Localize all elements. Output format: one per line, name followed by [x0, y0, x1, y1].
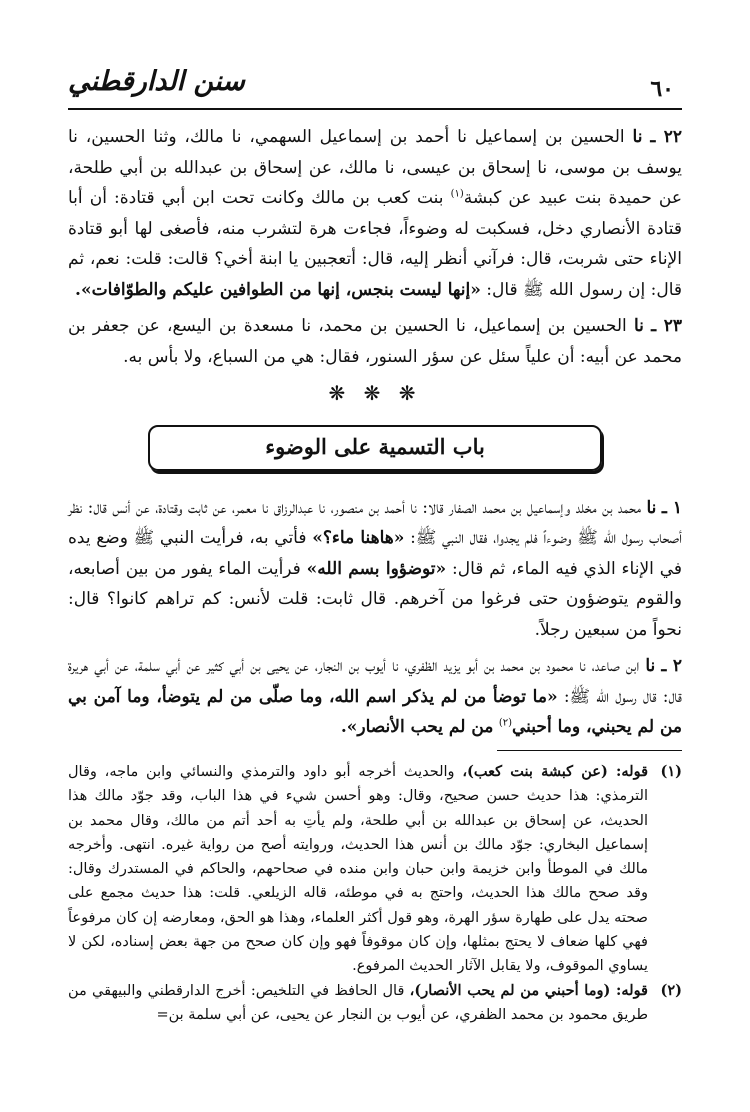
prophetic-quote: «هاهنا ماء؟»: [312, 528, 405, 548]
hadith-number: ٢ ـ: [661, 656, 683, 676]
hadith-text-cont: فأتي به، فرأيت النبي ﷺ وضع يده في الإناء الذي فيه الماء، ثم قال:: [68, 528, 682, 579]
hadith-text: محمد بن مخلد وإسماعيل بن محمد الصفار قالا: نا أحمد بن منصور، نا عبدالرزاق نا معمر، عن ثابت وقتادة، عن أنس قال: نظر أصحاب رسول الله ﷺ وضوءاً فلم يجدوا، فقال النبي ﷺ:: [68, 497, 682, 548]
footnote-divider: [497, 750, 682, 751]
hadith-text: ابن صاعد، نا محمود بن محمد بن أبو يزيد الظفري، نا أيوب بن النجار، عن يحيى بن أبي كثير عن أبي سلمة، عن أبي هريرة قال: قال رسول الله ﷺ:: [68, 656, 682, 707]
footnote-item: [68, 979, 682, 1028]
footnote-body: قال الحافظ في التلخيص: أخرج الدارقطني والبيهقي من طريق محمود بن محمد الظفري، عن أيوب بن النجار عن يحيى، عن أبي سلمة بن=: [68, 982, 648, 1023]
page-number: ٦٠: [650, 76, 674, 102]
narration-mark: نا: [632, 127, 643, 147]
hadith-number: ١ ـ: [661, 497, 683, 518]
footnote-lead: قوله: (وما أحبني من لم يحب الأنصار)،: [409, 981, 648, 999]
footnote-text: [68, 760, 648, 979]
footnote-ref[interactable]: (٢): [498, 717, 512, 729]
prophetic-quote: «إنها ليست بنجس، إنها من الطوافين عليكم والطوّافات».: [75, 279, 481, 300]
prophetic-quote-end: من لم يحب الأنصار».: [340, 717, 494, 737]
main-text: [68, 122, 682, 749]
running-head: [68, 58, 682, 108]
chapter-title: باب التسمية على الوضوء: [148, 425, 602, 471]
section-ornament: ❋ ❋ ❋: [328, 381, 422, 405]
footnote-body: والحديث أخرجه أبو داود والترمذي والنسائي وابن ماجه، وقال الترمذي: هذا حديث حسن صحيح، وقال: وهو أحسن شيء في هذا الباب، وقد جوّد مالك هذا الحديث، عن إسحاق بن عبدالله بن أبي طلحة، ولم يأتِ به أحد أتم من مالك، وقال محمد بن إسماعيل البخاري: جوّد مالك بن أنس هذا الحديث، وروايته أصح من رواية غيره. انتهى. وأخرجه مالك في الموطأ وابن خزيمة وابن حبان وابن منده في صحاحهم، والحاكم في المستدرك وقال: وقد صحح مالك هذا الحديث، واحتج به في موطئه، قاله الزيلعي. قلت: هذا حديث مجمع على صحته يدل على طهارة سؤر الهرة، وهو قول أكثر العلماء، وهذا هو الحق، ومعارضه إن كان مرفوعاً فهي كلها ضعاف لا يحتج بمثلها، وإن كان موقوفاً فهو وإن كان صحح من جهة بعض إسناده، لكن لا يساوي الموقوف، ولا يقابل الآثار الحديث المرفوع.: [68, 764, 648, 975]
footnote-item: [68, 760, 682, 979]
footnotes: [68, 760, 682, 1027]
prophetic-quote: «ما توضأ من لم يذكر اسم الله، وما صلّى من لم يتوضأ، وما آمن بي من لم يحبني، وما أحبني: [68, 686, 682, 737]
hadith-number: ٢٢ ـ: [650, 127, 682, 147]
hadith-2: [68, 651, 682, 743]
footnote-mark: (١): [660, 763, 682, 780]
footnote-ref[interactable]: (١): [450, 188, 464, 200]
footnote-text: [68, 979, 648, 1028]
hadith-22: [68, 122, 682, 305]
hadith-text-end: فرأيت الماء يفور من بين أصابعه، والقوم يتوضؤون حتى فرغوا من آخرهم. قال ثابت: قلت لأنس: كم تراهم كانوا؟ قال: نحواً من سبعين رجلاً.: [68, 558, 682, 640]
hadith-1: [68, 493, 682, 646]
prophetic-quote: «توضؤوا بسم الله»: [306, 558, 447, 579]
hadith-text-cont: بنت كعب بن مالك وكانت تحت ابن أبي قتادة: أن أبا قتادة الأنصاري دخل، فسكبت له وضوءاً، فجاءت هرة لتشرب منه، فأصغى لها أبو قتادة الإناء حتى شربت، قال: فرآني أنظر إليه، قال: أتعجبين يا ابنة أخي؟ قالت: قلت: نعم، ثم قال: إن رسول الله ﷺ قال:: [68, 188, 682, 300]
footnote-mark: (٢): [660, 981, 682, 999]
header-divider: [68, 108, 682, 110]
narration-mark: نا: [633, 316, 644, 336]
footnote-lead: قوله: (عن كبشة بنت كعب)،: [462, 763, 649, 780]
hadith-23: [68, 311, 682, 372]
hadith-number: ٢٣ ـ: [651, 316, 683, 336]
narration-mark: نا: [645, 656, 656, 676]
hadith-text: الحسين بن إسماعيل، نا الحسين بن محمد، نا مسعدة بن اليسع، عن جعفر بن محمد عن أبيه: أن علياً سئل عن سؤر السنور، فقال: هي من السباع، ولا بأس به.: [68, 316, 682, 367]
book-title: سنن الدارقطني: [68, 66, 245, 97]
narration-mark: نا: [646, 497, 657, 518]
hadith-text: الحسين بن إسماعيل نا أحمد بن إسماعيل السهمي، نا مالك، وثنا الحسين، نا يوسف بن موسى، نا إسحاق بن عيسى، نا مالك، عن إسحاق بن عبدالله بن أبي طلحة، عن حميدة بنت عبيد عن كبشة: [68, 127, 683, 208]
